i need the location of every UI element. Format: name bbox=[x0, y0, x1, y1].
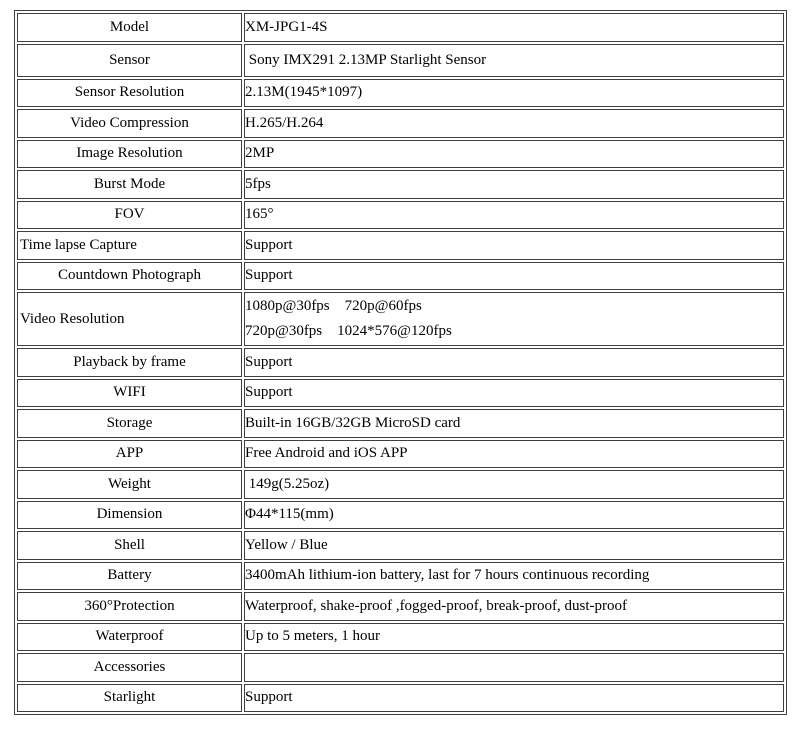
spec-value-cell: Support bbox=[244, 379, 784, 408]
spec-value-cell: Support bbox=[244, 348, 784, 377]
table-row bbox=[17, 231, 784, 260]
spec-name-cell: Burst Mode bbox=[17, 170, 242, 199]
spec-value-cell: Yellow / Blue bbox=[244, 531, 784, 560]
spec-value-cell: 3400mAh lithium-ion battery, last for 7 hours continuous recording bbox=[244, 562, 784, 591]
spec-name-cell: Time lapse Capture bbox=[17, 231, 242, 260]
spec-name-cell: Video Compression bbox=[17, 109, 242, 138]
spec-value-cell: Support bbox=[244, 231, 784, 260]
spec-value-cell: Waterproof, shake-proof ,fogged-proof, break-proof, dust-proof bbox=[244, 592, 784, 621]
spec-value-cell: Support bbox=[244, 262, 784, 291]
table-row bbox=[17, 409, 784, 438]
spec-name-cell: Dimension bbox=[17, 501, 242, 530]
table-row bbox=[17, 201, 784, 230]
spec-value-cell: Φ44*115(mm) bbox=[244, 501, 784, 530]
table-row bbox=[17, 79, 784, 108]
table-row bbox=[17, 531, 784, 560]
spec-name-cell: Video Resolution bbox=[17, 292, 242, 346]
spec-value-cell: 165° bbox=[244, 201, 784, 230]
spec-name-cell: Playback by frame bbox=[17, 348, 242, 377]
spec-value-line: 1080p@30fps 720p@60fps bbox=[245, 298, 422, 314]
table-row bbox=[17, 623, 784, 652]
product-specification-table bbox=[14, 10, 787, 715]
table-row bbox=[17, 379, 784, 408]
spec-value-cell: Free Android and iOS APP bbox=[244, 440, 784, 469]
spec-value-cell bbox=[244, 292, 784, 346]
spec-name-cell: Storage bbox=[17, 409, 242, 438]
table-row bbox=[17, 684, 784, 713]
spec-value-cell: 2.13M(1945*1097) bbox=[244, 79, 784, 108]
table-row bbox=[17, 653, 784, 682]
table-row bbox=[17, 348, 784, 377]
spec-name-cell: Sensor Resolution bbox=[17, 79, 242, 108]
table-row bbox=[17, 440, 784, 469]
spec-name-cell: 360°Protection bbox=[17, 592, 242, 621]
spec-value-line: 720p@30fps 1024*576@120fps bbox=[245, 323, 452, 339]
table-row bbox=[17, 109, 784, 138]
table-row bbox=[17, 592, 784, 621]
spec-table-body bbox=[17, 13, 784, 712]
spec-value-cell: Support bbox=[244, 684, 784, 713]
spec-name-cell: Image Resolution bbox=[17, 140, 242, 169]
table-row bbox=[17, 262, 784, 291]
spec-value-cell: Sony IMX291 2.13MP Starlight Sensor bbox=[244, 44, 784, 77]
spec-value-cell: 2MP bbox=[244, 140, 784, 169]
spec-name-cell: FOV bbox=[17, 201, 242, 230]
table-row bbox=[17, 501, 784, 530]
spec-value-cell: 5fps bbox=[244, 170, 784, 199]
spec-name-cell: Accessories bbox=[17, 653, 242, 682]
spec-name-cell: WIFI bbox=[17, 379, 242, 408]
table-row bbox=[17, 140, 784, 169]
spec-name-cell: Starlight bbox=[17, 684, 242, 713]
spec-value-cell bbox=[244, 653, 784, 682]
spec-value-cell: Built-in 16GB/32GB MicroSD card bbox=[244, 409, 784, 438]
table-row bbox=[17, 170, 784, 199]
spec-value-cell: Up to 5 meters, 1 hour bbox=[244, 623, 784, 652]
spec-name-cell: Model bbox=[17, 13, 242, 42]
spec-value-cell: XM-JPG1-4S bbox=[244, 13, 784, 42]
spec-name-cell: Weight bbox=[17, 470, 242, 499]
table-row bbox=[17, 470, 784, 499]
table-row bbox=[17, 44, 784, 77]
spec-name-cell: Waterproof bbox=[17, 623, 242, 652]
table-row bbox=[17, 13, 784, 42]
spec-name-cell: Sensor bbox=[17, 44, 242, 77]
spec-name-cell: Shell bbox=[17, 531, 242, 560]
table-row bbox=[17, 562, 784, 591]
spec-name-cell: APP bbox=[17, 440, 242, 469]
spec-value-cell: H.265/H.264 bbox=[244, 109, 784, 138]
table-row bbox=[17, 292, 784, 346]
spec-value-cell: 149g(5.25oz) bbox=[244, 470, 784, 499]
spec-name-cell: Countdown Photograph bbox=[17, 262, 242, 291]
spec-name-cell: Battery bbox=[17, 562, 242, 591]
